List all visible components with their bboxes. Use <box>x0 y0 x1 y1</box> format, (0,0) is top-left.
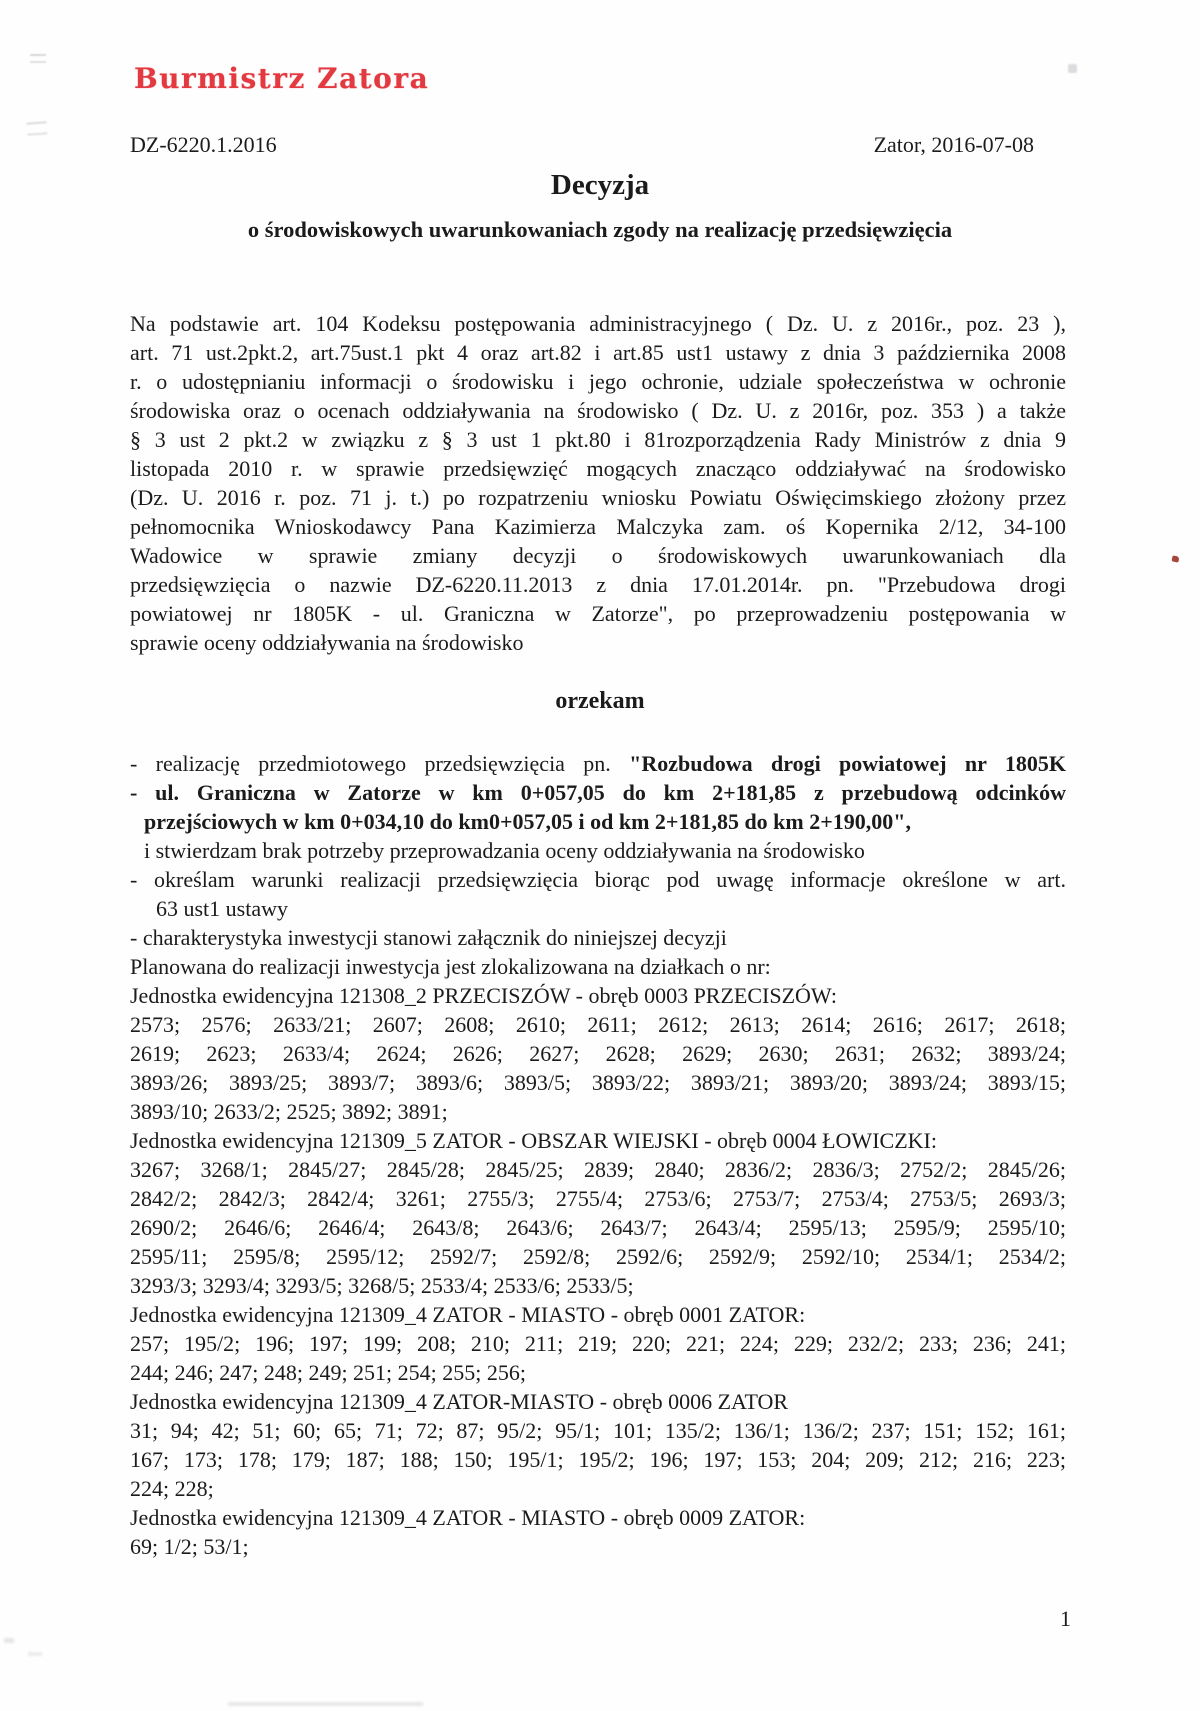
text-line: Na podstawie art. 104 Kodeksu postępowania administracyjnego ( Dz. U. z 2016r., poz. 23 ), <box>130 311 1066 336</box>
text-line: r. o udostępnianiu informacji o środowisku i jego ochronie, udziale społeczeństwa w ochronie <box>130 369 1066 394</box>
scan-artifact-pencil-mark <box>27 121 48 135</box>
text-line: Planowana do realizacji inwestycja jest zlokalizowana na działkach o nr: <box>130 954 771 979</box>
text-line: 69; 1/2; 53/1; <box>130 1534 249 1559</box>
scan-artifact-smudge <box>228 1702 423 1706</box>
text-line: 2619; 2623; 2633/4; 2624; 2626; 2627; 2628; 2629; 2630; 2631; 2632; 3893/24; <box>130 1041 1066 1066</box>
text-line: Wadowice w sprawie zmiany decyzji o środowiskowych uwarunkowaniach dla <box>130 543 1066 568</box>
text-line: Jednostka ewidencyjna 121309_4 ZATOR-MIASTO - obręb 0006 ZATOR <box>130 1389 789 1414</box>
text-line: 3893/10; 2633/2; 2525; 3892; 3891; <box>130 1099 448 1124</box>
text-line: 167; 173; 178; 179; 187; 188; 150; 195/1; 195/2; 196; 197; 153; 204; 209; 212; 216; 223; <box>130 1447 1066 1472</box>
document-subtitle: o środowiskowych uwarunkowaniach zgody na realizację przedsięwzięcia <box>247 217 953 242</box>
text-line: i stwierdzam brak potrzeby przeprowadzania oceny oddziaływania na środowisko <box>144 838 865 863</box>
text-line: przejściowych w km 0+034,10 do km0+057,05 i od km 2+181,85 do km 2+190,00", <box>144 809 911 834</box>
text-line: 2595/11; 2595/8; 2595/12; 2592/7; 2592/8; 2592/6; 2592/9; 2592/10; 2534/1; 2534/2; <box>130 1244 1066 1269</box>
text-line: 31; 94; 42; 51; 60; 65; 71; 72; 87; 95/2; 95/1; 101; 135/2; 136/1; 136/2; 237; 151; 152; 161; <box>130 1418 1066 1443</box>
intro-paragraph <box>130 309 1066 657</box>
text-line: Jednostka ewidencyjna 121309_4 ZATOR - MIASTO - obręb 0009 ZATOR: <box>130 1505 806 1530</box>
text-line: 2842/2; 2842/3; 2842/4; 3261; 2755/3; 2755/4; 2753/6; 2753/7; 2753/4; 2753/5; 2693/3; <box>130 1186 1066 1211</box>
text-line: 2573; 2576; 2633/21; 2607; 2608; 2610; 2611; 2612; 2613; 2614; 2616; 2617; 2618; <box>130 1012 1066 1037</box>
text-line: 63 ust1 ustawy <box>156 896 288 921</box>
text-line: przedsięwzięcia o nazwie DZ-6220.11.2013 z dnia 17.01.2014r. pn. "Przebudowa drogi <box>130 572 1066 597</box>
text-line: 3893/26; 3893/25; 3893/7; 3893/6; 3893/5; 3893/22; 3893/21; 3893/20; 3893/24; 3893/15; <box>130 1070 1066 1095</box>
text-line: 244; 246; 247; 248; 249; 251; 254; 255; 256; <box>130 1360 527 1385</box>
reference-number: DZ-6220.1.2016 <box>130 132 277 157</box>
text-line: powiatowej nr 1805K - ul. Graniczna w Zatorze", po przeprowadzeniu postępowania w <box>130 601 1066 626</box>
text-line: - określam warunki realizacji przedsięwzięcia biorąc pod uwagę informacje określone w art. <box>130 867 1066 892</box>
scan-artifact-red-speck <box>1171 555 1179 562</box>
text-line: pełnomocnika Wnioskodawcy Pana Kazimierza Malczyka zam. oś Kopernika 2/12, 34-100 <box>130 514 1066 539</box>
text-line: listopada 2010 r. w sprawie przedsięwzięć mogących znacząco oddziaływać na środowisko <box>130 456 1066 481</box>
place-date: Zator, 2016-07-08 <box>873 132 1034 157</box>
text-line: sprawie oceny oddziaływania na środowisko <box>130 630 524 655</box>
scan-artifact-speck <box>1068 64 1077 73</box>
text-line: - charakterystyka inwestycji stanowi załącznik do niniejszej decyzji <box>130 925 727 950</box>
text-line: Jednostka ewidencyjna 121309_5 ZATOR - OBSZAR WIEJSKI - obręb 0004 ŁOWICZKI: <box>130 1128 937 1153</box>
page-number: 1 <box>1060 1606 1071 1631</box>
text-line: - ul. Graniczna w Zatorze w km 0+057,05 do km 2+181,85 z przebudową odcinków <box>130 780 1066 805</box>
text-line: Jednostka ewidencyjna 121308_2 PRZECISZÓW - obręb 0003 PRZECISZÓW: <box>130 983 837 1008</box>
text-line: środowiska oraz o ocenach oddziaływania na środowisko ( Dz. U. z 2016r, poz. 353 ) a także <box>130 398 1066 423</box>
text-line: 3293/3; 3293/4; 3293/5; 3268/5; 2533/4; 2533/6; 2533/5; <box>130 1273 634 1298</box>
title-block <box>130 168 1070 244</box>
text-line: 3267; 3268/1; 2845/27; 2845/28; 2845/25; 2839; 2840; 2836/2; 2836/3; 2752/2; 2845/26; <box>130 1157 1066 1182</box>
text-line: 257; 195/2; 196; 197; 199; 208; 210; 211; 219; 220; 221; 224; 229; 232/2; 233; 236; 241; <box>130 1331 1066 1356</box>
scan-artifact-smudge <box>4 1638 14 1643</box>
text-line: § 3 ust 2 pkt.2 w związku z § 3 ust 1 pkt.80 i 81rozporządzenia Rady Ministrów z dnia 9 <box>130 427 1066 452</box>
text-line: Jednostka ewidencyjna 121309_4 ZATOR - MIASTO - obręb 0001 ZATOR: <box>130 1302 806 1327</box>
ruling-list <box>130 749 1066 1561</box>
text-line: 224; 228; <box>130 1476 214 1501</box>
reference-row <box>130 130 1034 160</box>
scan-artifact-smudge <box>28 1652 42 1656</box>
ruling-heading: orzekam <box>555 688 645 714</box>
text-line: art. 71 ust.2pkt.2, art.75ust.1 pkt 4 oraz art.82 i art.85 ust1 ustawy z dnia 3 października 2008 <box>130 340 1066 365</box>
scan-artifact-pencil-mark <box>30 54 46 63</box>
mayor-stamp: Burmistrz Zatora <box>134 62 430 95</box>
text-line: (Dz. U. 2016 r. poz. 71 j. t.) po rozpatrzeniu wniosku Powiatu Oświęcimskiego złożony przez <box>130 485 1066 510</box>
text-line: - realizację przedmiotowego przedsięwzięcia pn. "Rozbudowa drogi powiatowej nr 1805K <box>130 751 1066 776</box>
text-line: 2690/2; 2646/6; 2646/4; 2643/8; 2643/6; 2643/7; 2643/4; 2595/13; 2595/9; 2595/10; <box>130 1215 1066 1240</box>
document-title: Decyzja <box>550 169 650 201</box>
